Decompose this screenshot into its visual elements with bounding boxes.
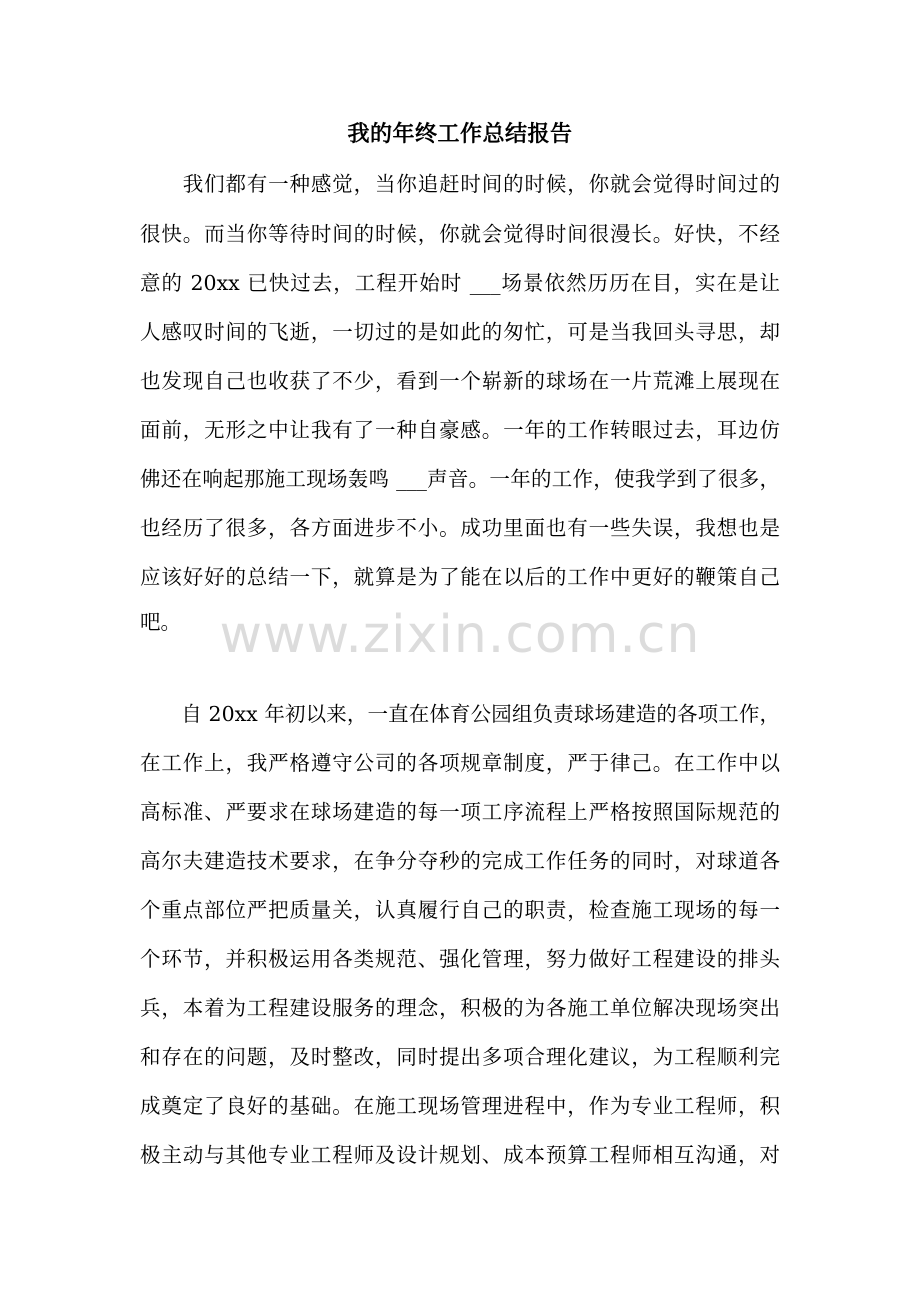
paragraph-1-line: 很快。而当你等待时间的时候，你就会觉得时间很漫长。好快，不经 — [140, 222, 780, 246]
paragraph-2-line: 在工作上，我严格遵守公司的各项规章制度，严于律己。在工作中以 — [140, 751, 780, 775]
watermark: www.zixin.com.cn — [219, 605, 701, 665]
paragraph-2-line: 成奠定了良好的基础。在施工现场管理进程中，作为专业工程师，积 — [140, 1094, 780, 1118]
paragraph-1-line: 我们都有一种感觉，当你追赶时间的时候，你就会觉得时间过的 — [140, 172, 780, 196]
paragraph-2-line: 高标准、严要求在球场建造的每一项工序流程上严格按照国际规范的 — [140, 800, 780, 824]
paragraph-1-line: 吧。 — [140, 610, 181, 634]
paragraph-2-line: 自 20xx 年初以来，一直在体育公园组负责球场建造的各项工作， — [140, 702, 780, 726]
paragraph-1-line: 也经历了很多，各方面进步不小。成功里面也有一些失误，我想也是 — [140, 516, 780, 540]
paragraph-1-line: 也发现自己也收获了不少，看到一个崭新的球场在一片荒滩上展现在 — [140, 369, 780, 393]
paragraph-2-line: 极主动与其他专业工程师及设计规划、成本预算工程师相互沟通，对 — [140, 1143, 780, 1167]
document-title: 我的年终工作总结报告 — [347, 121, 573, 147]
paragraph-1-line: 佛还在响起那施工现场轰鸣 ___声音。一年的工作，使我学到了很多， — [140, 467, 780, 491]
paragraph-1-line: 面前，无形之中让我有了一种自豪感。一年的工作转眼过去，耳边仿 — [140, 418, 780, 442]
paragraph-2-line: 兵，本着为工程建设服务的理念，积极的为各施工单位解决现场突出 — [140, 996, 780, 1020]
paragraph-2-line: 和存在的问题，及时整改，同时提出多项合理化建议，为工程顺利完 — [140, 1045, 780, 1069]
paragraph-1-line: 人感叹时间的飞逝，一切过的是如此的匆忙，可是当我回头寻思，却 — [140, 320, 780, 344]
paragraph-2-line: 个重点部位严把质量关，认真履行自己的职责，检查施工现场的每一 — [140, 898, 780, 922]
paragraph-1-line: 应该好好的总结一下，就算是为了能在以后的工作中更好的鞭策自己 — [140, 565, 780, 589]
paragraph-2-line: 高尔夫建造技术要求，在争分夺秒的完成工作任务的同时，对球道各 — [140, 849, 780, 873]
paragraph-2-line: 个环节，并积极运用各类规范、强化管理，努力做好工程建设的排头 — [140, 947, 780, 971]
paragraph-1-line: 意的 20xx 已快过去，工程开始时 ___场景依然历历在目，实在是让 — [140, 271, 780, 295]
